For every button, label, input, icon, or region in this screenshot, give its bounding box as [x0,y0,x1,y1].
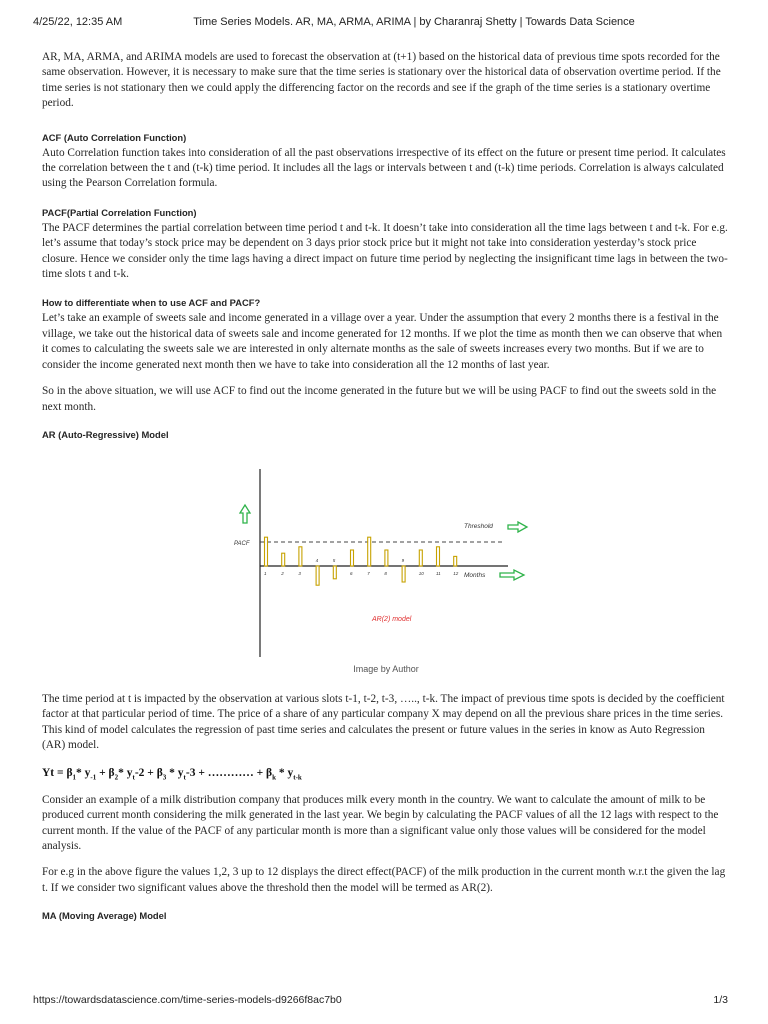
page-url: https://towardsdatascience.com/time-series-models-d9266f8ac7b0 [33,994,342,1006]
differentiate-paragraph: Let’s take an example of sweets sale and income generated in a village over a year. Under the assumption that every 2 months there is a festival in the village, we take out the historical data of sweets sale and income generated for 12 months. If we plot the time as month then we can observe that when it comes to calculating the sweets sale we are interested in only alternate months as the sale of sweets increases every two months. But if we are to consider the income generated next month then we have to take into consideration all the 12 months of last year. [42,312,723,371]
threshold-label: Threshold [464,522,493,530]
pacf-paragraph: The PACF determines the partial correlation between time period t and t-k. It doesn’t take into consideration all the time lags between t and t-k. For e.g. let’s assume that today’s stock price may be dependent on 3 days prior stock price but it might not take into consideration yesterday’s stock price closure. Hence we consider only the time lags having a direct impact on future time period by neglecting the insignificant time lags in between the two-time slots t and t-k. [42,221,728,281]
formula-part: * y [166,766,184,779]
differentiate-heading: How to differentiate when to use ACF and PACF? [42,297,261,309]
pacf-figure [42,441,730,666]
pacf-bar [333,566,336,579]
pacf-bar [265,537,268,566]
pacf-heading: PACF(Partial Correlation Function) [42,206,197,218]
lag-tick-label: 9 [401,557,405,563]
print-footer [33,994,728,1006]
lag-tick-label: 10 [418,570,424,576]
formula-sub: k [272,772,277,781]
up-arrow-icon [240,505,250,523]
acf-heading: ACF (Auto Correlation Function) [42,131,187,143]
y-axis-label: PACF [234,540,250,547]
pacf-bar [316,566,319,585]
formula-sub: 2 [114,772,119,781]
pacf-bar [282,553,285,566]
lag-tick-label: 4 [315,557,319,563]
page-number: 1/3 [713,994,728,1006]
pacf-bar [368,537,371,566]
intro-paragraph: AR, MA, ARMA, and ARIMA models are used to forecast the observation at (t+1) based on the historical data of previous time spots recorded for the same observation. However, it is necessary to make sure that the time series is stationary over the historical data of observation overtime period. If the time series is not stationary then we could apply the differencing factor on the records and see if the graph of the time series is a stationary overtime period. [42,51,721,110]
formula-sub: 1 [72,772,76,781]
acf-paragraph: Auto Correlation function takes into consideration of all the past observations irrespective of its effect on the future or present time period. It calculates the correlation between the t and (t-k) time period. It includes all the lags or intervals between t and (t-k) time periods. Correlation is always calculated using the Pearson Correlation formula. [42,146,726,190]
article-content [42,50,730,922]
print-title: Time Series Models. AR, MA, ARMA, ARIMA | by Charanraj Shetty | Towards Data Science [193,16,635,28]
formula-sub: t [132,772,135,781]
formula-part: Yt = β [42,766,73,779]
lag-tick-label: 1 [264,570,267,576]
pacf-bar [402,566,405,582]
pacf-bar [385,550,388,566]
lag-tick-label: 6 [350,570,353,576]
situation-paragraph: So in the above situation, we will use ACF to find out the income generated in the future but we will be using PACF to find out the sweets sold in the next month. [42,385,717,413]
pacf-bar [351,550,354,566]
formula-part: -3 + ………… + β [185,766,273,779]
formula-sub: 3 [162,772,167,781]
pacf-bar [437,547,440,566]
formula-part: + β [96,766,115,779]
formula-sub: -1 [90,772,97,781]
pacf-bar [454,556,457,566]
right-arrow-icon [500,570,524,580]
formula-sub: t-k [293,772,302,781]
ar-paragraph: The time period at t is impacted by the observation at various slots t-1, t-2, t-3, ….., t-k. The impact of previous time spots is decided by the coefficient factor at that particular period of time. The price of a share of any particular company X may depend on all the previous share prices in the time series. This kind of model calculates the regression of past time series and calculates the present or future values in the series in know as Auto Regression (AR) model. [42,692,725,752]
model-label: AR(2) model [372,615,412,623]
ar-formula [42,767,730,781]
lag-tick-label: 8 [384,570,387,576]
ar-heading: AR (Auto-Regressive) Model [42,428,169,440]
print-header [33,16,735,28]
lag-tick-label: 2 [281,570,284,576]
figure-caption: Image by Author [353,663,419,674]
lag-tick-label: 7 [367,570,370,576]
months-label: Months [464,571,486,579]
formula-part: * y [276,766,294,779]
ma-heading: MA (Moving Average) Model [42,910,167,922]
milk-paragraph: Consider an example of a milk distribution company that produces milk every month in the country. We want to calculate the amount of milk to be produced current month considering the milk generated in the last year. We begin by calculating the PACF values of all the 12 lags with respect to the current month. If the value of the PACF of any particular month is more than a significant value only those values will be considered for the model analysis. [42,793,719,853]
lag-tick-label: 5 [332,557,336,563]
right-arrow-icon [508,522,527,532]
formula-sub: t [183,772,186,781]
example-paragraph: For e.g in the above figure the values 1,2, 3 up to 12 displays the direct effect(PACF) of the milk production in the current month w.r.t the given the lag t. If we consider two significant values above the threshold then the model will be termed as AR(2). [42,866,726,894]
pacf-bar [419,550,422,566]
lag-tick-label: 12 [453,570,459,576]
formula-part: * y [118,766,133,779]
pacf-bar [299,547,302,566]
formula-part: -2 + β [134,766,163,779]
print-date: 4/25/22, 12:35 AM [33,16,123,28]
pacf-chart [232,461,552,661]
formula-part: * y [76,766,91,779]
lag-tick-label: 11 [436,570,441,576]
lag-tick-label: 3 [298,570,301,576]
